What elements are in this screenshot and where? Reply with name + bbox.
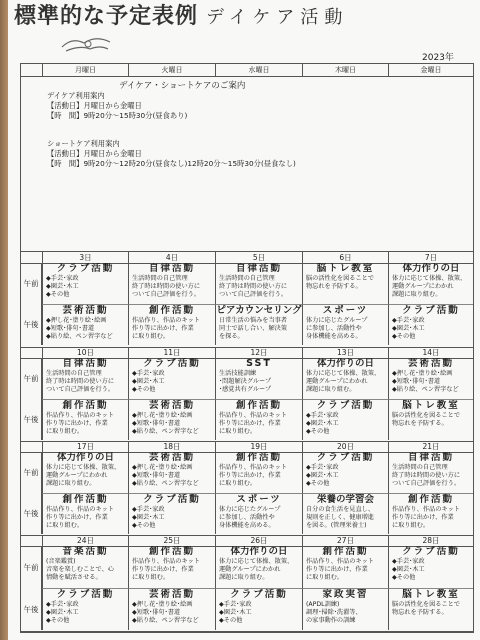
activity-description: 生活時間の自己管理 [46,370,102,377]
activity-description: 物忘れを予防する。 [306,283,362,290]
weekday-header-row [21,64,473,77]
activity-description: 作り等に出かけ、作業 [306,566,368,573]
activity-description: 日常生活の悩みを当事者 [219,317,288,324]
activity-title: 創作活動 [235,400,282,411]
day-number: 26日 [215,535,302,546]
activity-description: 運動グループにわかれ [306,378,368,385]
activity-description: (APDL訓練) [306,601,340,608]
activity-description: に取り組む。 [132,333,170,340]
activity-title: 芸術活動 [148,589,195,600]
activity-description: 身体機能を高める。 [219,522,275,529]
activity-title: ピアカウンセリング [216,305,302,316]
activity-description: 身体機能を高める。 [306,333,362,340]
notice-title: デイケア・ショートケアのご案内 [119,81,246,91]
activity-cell [388,304,473,345]
week-block [21,252,473,348]
notice-line: 【時 間】9時20分～12時20分(昼食なし)12時20分～15時30分(昼食なし) [47,159,296,168]
activity-description: ◆手芸･家政 [219,601,252,608]
activity-title: スポーツ [236,494,282,505]
activity-description: に取り組む。 [219,428,257,435]
activity-description: の家事動作の訓練 [306,617,356,624]
activity-title: 創作活動 [62,494,109,505]
activity-cell [42,493,128,534]
activity-title: 芸術活動 [407,358,454,369]
activity-cell [42,358,128,399]
afternoon-label: 午後 [21,304,42,345]
day-number: 17日 [42,441,128,452]
activity-description: ◆手芸･家政 [306,464,339,471]
activity-cell [128,546,215,588]
activity-description: ◆手芸･家政 [392,558,425,565]
activity-description: に参加し、活動性や [306,325,362,332]
day-number: 19日 [215,441,302,452]
day-number: 28日 [388,535,473,546]
activity-title: 音楽活動 [62,546,109,557]
activity-description: 課題に取り組む。 [46,480,96,487]
activity-description: ◆押し花･塗り絵･絵画 [132,412,193,419]
day-number: 12日 [215,347,302,358]
activity-title: 自律活動 [407,452,454,463]
activity-cell [302,263,388,304]
notice-box [21,77,473,252]
activity-cell [128,263,215,304]
activity-cell [128,304,215,345]
activity-description: ついて自己評価を行う。 [219,291,288,298]
activity-description: 体力に応じて体操、散策、 [219,558,294,565]
activity-description: ついて自己評価を行う。 [132,291,201,298]
activity-description: ◆手芸･家政 [46,275,79,282]
activity-cell [388,546,473,588]
activity-cell [42,304,128,345]
activity-cell [215,358,302,399]
notice-line: 【時 間】9時20分～15時30分(昼食あり) [47,111,188,120]
activity-cell [388,588,473,630]
activity-description: 課題に取り組む。 [392,291,442,298]
activity-description: に取り組む。 [46,522,84,529]
activity-title: 脳トレ教室 [402,400,460,411]
activity-cell [302,588,388,630]
activity-cell [128,399,215,440]
activity-description: 作り等に出かけ、作業 [219,472,281,479]
activity-cell [215,263,302,304]
activity-title: 脳トレ教室 [316,263,375,274]
morning-label: 午前 [21,452,42,493]
day-number: 25日 [128,535,215,546]
activity-description: 作品作り、作品のキット [46,412,114,419]
activity-title: 創作活動 [62,400,109,411]
weekday-header: 月曜日 [42,64,128,76]
activity-description: ◆園芸･木工 [392,566,425,573]
activity-title: 家政実習 [322,589,369,600]
morning-label: 午前 [21,546,42,588]
activity-description: ◆貼り絵、ペン習字など [392,386,459,393]
activity-title: クラブ活動 [143,358,201,369]
activity-title: 芸術活動 [148,400,195,411]
activity-title: スポーツ [322,305,369,316]
activity-description: 体力に応じて体操、散策、 [392,275,467,282]
activity-description: に取り組む。 [219,480,257,487]
activity-cell [42,399,128,440]
activity-description: ◆貼り絵、ペン習字など [132,617,199,624]
activity-description: 作品作り、作品のキット [219,464,287,471]
activity-cell [302,493,388,534]
activity-cell [42,263,128,304]
activity-description: ◆短歌･俳句･書道 [132,420,181,427]
activity-description: 終了時は時間の使い方に [219,283,288,290]
activity-description: ◆その他 [392,333,416,340]
activity-description: 終了時は時間の使い方に [132,283,201,290]
activity-description: ◆手芸･家政 [306,412,339,419]
activity-title: 芸術活動 [148,452,195,463]
activity-description: ◆短歌･俳句･書道 [132,609,181,616]
activity-description: 作品作り、作品のキット [46,506,114,513]
notice-line: ショートケア利用案内 [47,139,120,148]
day-number: 20日 [302,441,388,452]
activity-description: 物忘れを予防する。 [392,609,448,616]
day-number: 10日 [42,347,128,358]
activity-description: ◆手芸･家政 [392,317,425,324]
activity-description: ◆その他 [132,522,156,529]
activity-description: ◆押し花･塗り絵･絵画 [46,317,107,324]
activity-description: 作り等に出かけ、作業 [46,514,108,521]
activity-cell [42,452,128,493]
activity-description: ･感覚共有グループ [219,386,272,393]
activity-description: 終了時は時間の使い方に [392,472,461,479]
activity-description: 体力に応じて体操、散策、 [306,370,381,377]
activity-cell [388,399,473,440]
activity-cell [215,452,302,493]
weekday-header: 火曜日 [128,64,215,76]
activity-description: ◆その他 [46,291,70,298]
activity-description: 生活時間の自己管理 [132,275,188,282]
activity-title: クラブ活動 [402,546,460,557]
activity-cell [388,493,473,534]
activity-description: に取り組む。 [132,574,170,581]
activity-description: を図る。(管理栄養士) [306,522,367,529]
activity-description: ◆押し花･塗り絵･絵画 [392,370,453,377]
activity-description: 物忘れを予防する。 [392,420,448,427]
day-number: 4日 [128,252,215,263]
activity-title: 脳トレ教室 [402,589,460,600]
schedule-year: 2023年 [422,53,454,63]
activity-description: ◆その他 [306,428,330,435]
weekday-header: 木曜日 [302,64,388,76]
activity-description: に参加し、活動性や [219,514,275,521]
schedule-table [20,63,474,633]
activity-cell [302,452,388,493]
activity-description: ◆園芸･木工 [46,609,79,616]
activity-description: ･問題解決グループ [219,378,272,385]
activity-cell [42,546,128,588]
activity-title: クラブ活動 [143,494,201,505]
day-number: 11日 [128,347,215,358]
activity-cell [215,304,302,345]
activity-description: ◆園芸･木工 [132,514,165,521]
activity-cell [302,358,388,399]
activity-description: ◆貼り絵、ペン習字など [132,480,199,487]
activity-description: 同士で話し合い、解決策 [219,325,288,332]
activity-description: ◆その他 [219,617,243,624]
week-block [21,441,473,536]
day-number: 21日 [388,441,473,452]
activity-title: 体力作りの日 [316,358,374,369]
weekday-header: 金曜日 [388,64,473,76]
activity-title: 創作活動 [235,452,282,463]
activity-description: ◆貼り絵、ペン習字など [46,333,113,340]
activity-description: ◆園芸･木工 [306,472,339,479]
activity-title: 創作活動 [407,494,454,505]
activity-cell [128,358,215,399]
activity-title: 体力作りの日 [56,452,114,463]
activity-title: SST [246,358,272,369]
activity-description: ◆その他 [306,480,330,487]
cloud-ornament-icon [60,33,114,55]
activity-cell [388,452,473,493]
activity-title: 栄養の学習会 [316,494,374,505]
activity-description: ◆その他 [392,574,416,581]
day-number: 5日 [215,252,302,263]
activity-description: 作品作り、作品のキット [132,558,200,565]
activity-cell [215,588,302,630]
day-number: 3日 [42,252,128,263]
activity-description: 生活時間の自己管理 [219,275,275,282]
activity-title: 自律活動 [148,263,195,274]
activity-description: 自分の食生活を見直し、 [306,506,375,513]
activity-cell [128,588,215,630]
activity-cell [302,399,388,440]
activity-cell [215,399,302,440]
activity-description: 運動グループにわかれ [219,566,281,573]
activity-description: 作り等に出かけ、作業 [132,566,194,573]
activity-description: 脳の活性化を図ることで [392,601,461,608]
activity-cell [215,493,302,534]
activity-description: ◆押し花･塗り絵･絵画 [132,601,193,608]
activity-description: ◆その他 [132,386,156,393]
activity-description: ◆短歌･俳句･書道 [392,378,441,385]
activity-description: に取り組む。 [306,574,344,581]
day-number: 27日 [302,535,388,546]
activity-cell [128,452,215,493]
activity-title: クラブ活動 [316,452,375,463]
activity-title: 自律活動 [235,263,282,274]
activity-description: ◆園芸･木工 [392,325,425,332]
activity-description: 課題に取り組む。 [306,386,356,393]
activity-title: 創作活動 [322,546,369,557]
notice-line: デイケア利用案内 [47,91,105,100]
activity-description: 調理･掃除･洗濯等、 [306,609,362,616]
afternoon-label: 午後 [21,588,42,630]
week-block [21,347,473,442]
weekday-header: 水曜日 [215,64,302,76]
afternoon-label: 午後 [21,399,42,440]
activity-title: クラブ活動 [230,589,288,600]
activity-description: 作り等に出かけ、作業 [219,420,281,427]
activity-description: 脳の活性化を図ることで [306,275,375,282]
activity-description: ◆手芸･家政 [46,601,79,608]
activity-description: ◆園芸･木工 [306,420,339,427]
activity-cell [42,588,128,630]
activity-description: に取り組む。 [46,428,84,435]
activity-title: 創作活動 [148,546,195,557]
activity-description: 体力に応じて体操、散策、 [46,464,121,471]
activity-description: ◆その他 [46,617,70,624]
activity-description: ◆園芸･木工 [46,283,79,290]
activity-title: クラブ活動 [56,263,115,274]
activity-description: 作り等に出かけ、作業 [46,420,108,427]
activity-cell [388,263,473,304]
morning-label: 午前 [21,358,42,399]
activity-description: 作品作り、作品のキット [306,558,374,565]
afternoon-label: 午後 [21,493,42,534]
activity-title: クラブ活動 [316,400,375,411]
activity-description: 作品作り、作品のキット [132,317,200,324]
activity-description: 情動を賦活させる。 [46,574,102,581]
day-number: 14日 [388,347,473,358]
day-number: 18日 [128,441,215,452]
activity-cell [302,546,388,588]
day-number: 6日 [302,252,388,263]
activity-description: ◆園芸･木工 [132,378,165,385]
morning-label: 午前 [21,263,42,304]
title-main: 標準的な予定表例 [14,4,199,29]
binder-edge [0,0,8,640]
activity-description: ◆短歌･俳句･書道 [132,472,181,479]
activity-title: 体力作りの日 [230,546,288,557]
activity-description: 生活時間の自己管理 [392,464,448,471]
activity-title: 体力作りの日 [402,263,460,274]
activity-description: 作品作り、作品のキット [219,412,287,419]
activity-description: 体力に応じたグループ [219,506,281,513]
activity-cell [128,493,215,534]
week-block [21,535,473,632]
activity-description: ◆園芸･木工 [219,609,252,616]
activity-title: 創作活動 [148,305,195,316]
activity-description: ついて自己評価を行う。 [46,386,115,393]
activity-description: 脳の活性化を図ることで [392,412,461,419]
activity-title: クラブ活動 [402,305,460,316]
activity-description: に取り組む。 [392,522,430,529]
activity-description: ◆貼り絵、ペン習字など [132,428,199,435]
activity-title: 芸術活動 [62,305,109,316]
activity-cell [388,358,473,399]
activity-description: 作り等に出かけ、作業 [132,325,194,332]
activity-description: 体力に応じたグループ [306,317,368,324]
activity-description: 規則を正しく、健康増進 [306,514,374,521]
day-number: 13日 [302,347,388,358]
activity-title: 自律活動 [62,358,109,369]
day-number: 7日 [388,252,473,263]
activity-description: ◆短歌･俳句･書道 [46,325,95,332]
page-title [14,0,348,30]
activity-cell [215,546,302,588]
activity-cell [302,304,388,345]
activity-description: 作品作り、作品のキット [392,506,460,513]
activity-description: ◆手芸･家政 [132,506,165,513]
activity-description: 終了時は時間の使い方に [46,378,115,385]
activity-description: ◆手芸･家政 [132,370,165,377]
notice-line: 【活動日】月曜日から金曜日 [47,149,142,158]
day-number: 24日 [42,535,128,546]
activity-description: 作り等に出かけ、作業 [392,514,454,521]
activity-description: 課題に取り組む。 [219,574,269,581]
activity-description: (音楽鑑賞) [46,558,76,565]
activity-title: クラブ活動 [56,589,115,600]
activity-description: ついて自己評価を行う。 [392,480,461,487]
activity-description: ◆押し花･塗り絵･絵画 [132,464,193,471]
activity-description: 運動グループにわかれ [46,472,108,479]
notice-line: 【活動日】月曜日から金曜日 [47,101,142,110]
title-sub: デイケア活動 [206,7,349,28]
activity-description: を探る。 [219,333,244,340]
activity-description: 生活技能訓練 [219,370,257,377]
activity-description: 運動グループにわかれ [392,283,454,290]
activity-description: 音楽を楽しむことで、心 [46,566,114,573]
